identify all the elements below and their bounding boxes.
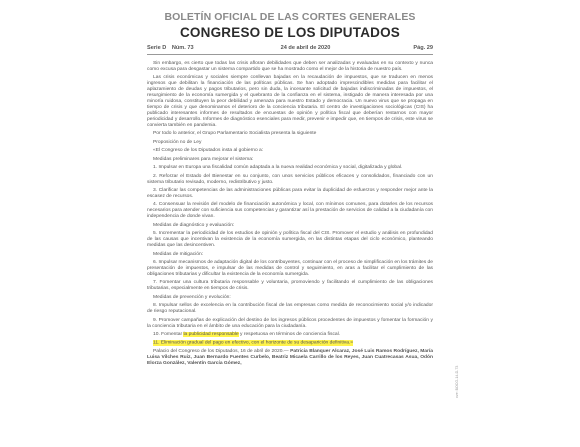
- page-number: Pág. 29: [413, 45, 433, 51]
- item10-before: 10. Fomentar: [153, 332, 184, 338]
- closing-signatures: [147, 349, 433, 367]
- list-item-11: [147, 341, 433, 347]
- list-item-10: [147, 332, 433, 338]
- list-item: 1. Impulsar en Europa una fiscalidad común adaptada a la nueva realidad económica y social, digitalizada y global.: [153, 165, 403, 171]
- list-item: 3. Clarificar las competencias de las administraciones públicas para evitar la duplicidad de esfuerzos y responder mejor ante la escasez de recursos.: [147, 188, 433, 199]
- document-body: [147, 61, 433, 369]
- list-item: 8. Impulsar sellos de excelencia en la contribución fiscal de las empresas como medida de reconocimiento social y/o indicador de riesgo reputacional.: [147, 303, 433, 315]
- section-heading: Medidas preliminares para mejorar el sistema:: [153, 156, 254, 162]
- list-item: 6. Impulsar mecanismos de adaptación digital de los contribuyentes, continuar con el proceso de simplificación en los trámites de presentación de impuestos, e impulsar de las medidas de control y seguimiento, en aras a facilitar el cumplimiento de las obligaciones tributarias y dificultar la existencia de la economía sumergida.: [147, 260, 434, 277]
- issue-serie-number: [147, 45, 198, 51]
- chamber-title: CONGRESO DE LOS DIPUTADOS: [179, 25, 401, 40]
- publication-title: BOLETÍN OFICIAL DE LAS CORTES GENERALES: [164, 11, 416, 23]
- issue-meta-row: [147, 45, 433, 51]
- section-heading: Medidas de diagnóstico y evaluación:: [153, 222, 235, 228]
- list-item: 7. Fomentar una cultura tributaria responsable y voluntaria, promoviendo y facilitando el cumplimiento de las obligaciones tributarias, especialmente en tiempos de crisis.: [147, 280, 433, 292]
- cve-side-code: cve: BOCG-14-D-73: [455, 365, 459, 398]
- item10-after: y respetuosa en términos de conciencia fiscal.: [238, 332, 341, 338]
- paragraph: Las crisis económicas y sociales siempre conllevan bajadas en la recaudación de impuestos, que se traducen en menos ingresos que debilitan la financiación de las políticas públicas. Se han adoptado imprescindibles medidas para facilitar el aplazamiento de deudas y pagos tributarios, pero sin duda, la incesante solicitud de bajadas indiscriminadas de impuestos, el resurgimiento de la economía sumergida y el quebranto de la confianza en el sistema, instigado de manera interesada por una minoría ruidosa, constituyen la peor debilidad y amenaza para nuestro Estado y democracia. Un nuevo virus que se propaga en tiempo de crisis y que denominamos el deterioro de la conciencia tributaria. El centro de investigaciones sociológicas (CIS) ha publicado interesantes informes de resultados de encuestas de opinión y política fiscal que deberían restarnos con mayor periodicidad y desarrollo. Informes de diagnóstico esenciales para medir, prevenir e impedir que, en tiempos de crisis, este virus se convierta también en pandemia.: [147, 75, 433, 128]
- paragraph: «El Congreso de los Diputados insta al gobierno a:: [153, 148, 264, 154]
- paragraph: Sin embargo, es cierto que todas las crisis afloran debilidades que deben ser analizadas y evaluadas en su contexto y nunca como excusa para desgastar un sistema compartido que se ha mostrado como el mejor de la historia de nuestro país.: [147, 61, 433, 72]
- section-heading: Proposición no de Ley: [153, 139, 202, 145]
- serie-label: Serie D: [147, 45, 167, 51]
- header-rule: [147, 54, 433, 55]
- numero-label: Núm. 73: [171, 45, 194, 51]
- issue-date: 24 de abril de 2020: [280, 45, 331, 51]
- paragraph: Por todo lo anterior, el Grupo Parlamentario Socialista presenta la siguiente: [153, 131, 317, 137]
- closing-place-date: Palacio del Congreso de los Diputados, 16 de abril de 2020.—: [153, 349, 289, 355]
- signatory-names: Patricia Blanquer Alcaraz, José Luis Ramos Rodríguez, María Luisa Vilches Ruiz, Juan Bernardo Fuentes Curbelo, Beatriz Micaela Carrillo de los Reyes, Juan Cuatrecasas Asua, Odón Elorza González, Valentín García Gómez,: [147, 349, 434, 366]
- highlighted-text: la publicidad responsable: [183, 332, 239, 338]
- list-item: 2. Reforzar el Estado del Bienestar en su conjunto, con unos servicios públicos eficaces y consolidados, financiado con un sistema tributario revisado, moderno, redistributivo y justo.: [147, 173, 433, 185]
- section-heading: Medidas de mitigación:: [153, 251, 204, 257]
- highlighted-item-11: 11. Eliminación gradual del pago en efectivo, con el horizonte de su desaparición definitiva.»: [153, 340, 354, 346]
- list-item: 9. Promover campañas de explicación del destino de los ingresos públicos procedentes de impuestos y fomentar la formación y la conciencia tributaria en el ámbito de una educación para la ciudadanía.: [147, 317, 433, 329]
- list-item: 5. Incrementar la periodicidad de los estudios de opinión y política fiscal del CIS. Promover el estudio y análisis en profundidad de las causas que incentivan la existencia de la economía sumergida, en las distintas etapas del ciclo económico, planteando medidas que las desincentiven.: [147, 231, 433, 249]
- list-item: 4. Consensuar la revisión del modelo de financiación autonómica y local, con mínimos comunes, para dotarles de los recursos necesarios para atender con suficiencia sus competencias y garantizar así la prestación de servicios de calidad a la ciudadanía con independencia de donde vivan.: [147, 202, 433, 220]
- section-heading: Medidas de prevención y evolución:: [153, 294, 231, 300]
